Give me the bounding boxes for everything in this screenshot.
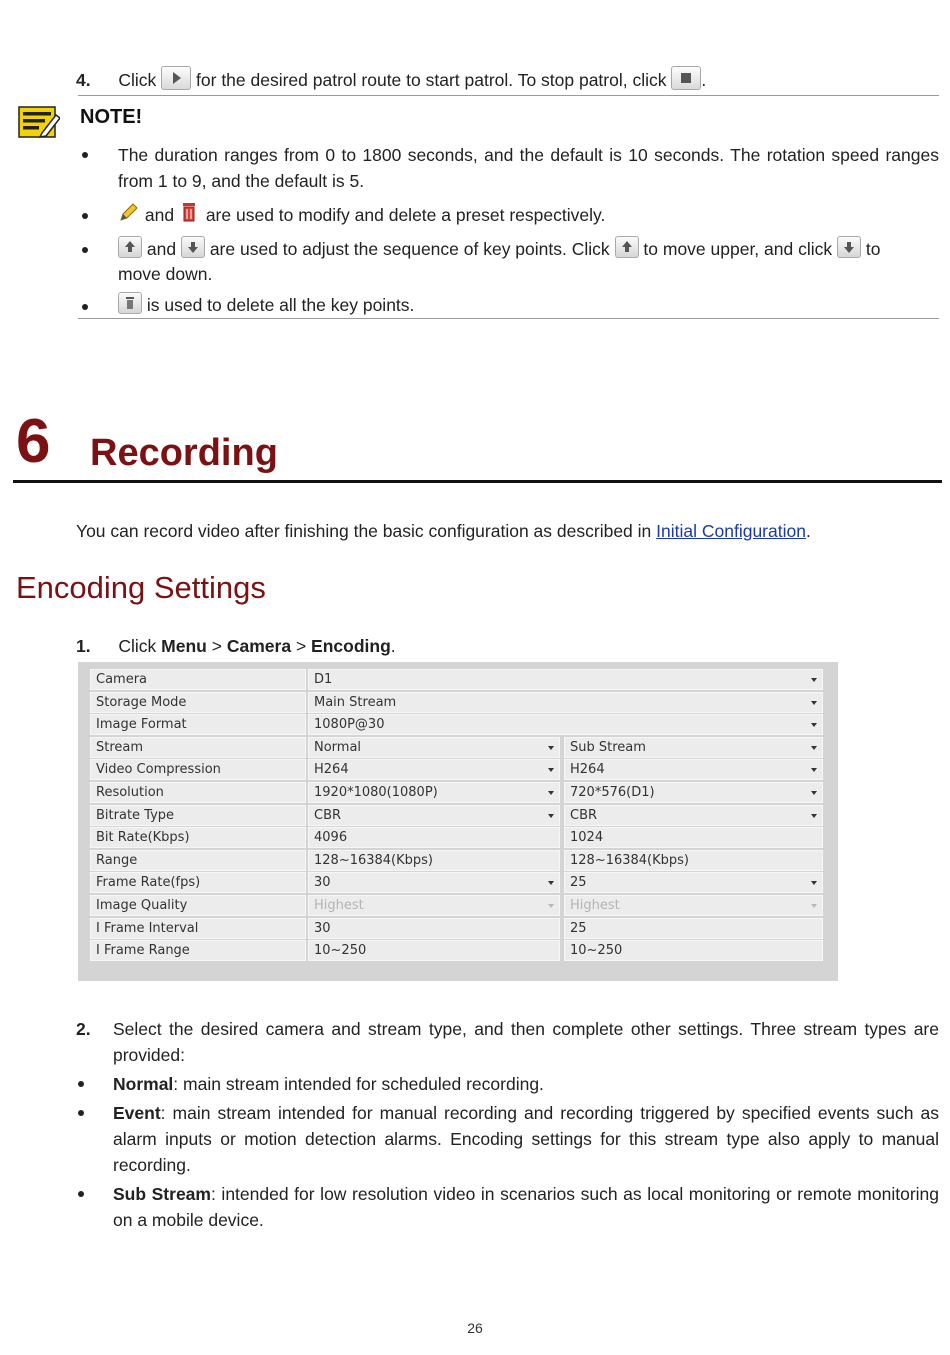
field-value: 128~16384(Kbps) [314,852,434,868]
dropdown-caret-icon [548,768,554,772]
step-4: 4. Click for the desired patrol route to start patrol. To stop patrol, click . [76,66,946,93]
dropdown-field[interactable] [308,805,560,826]
settings-row [90,669,823,690]
field-value: Main Stream [314,694,397,710]
bullet [78,1110,84,1116]
note-bullet-3: and are used to adjust the sequence of key points. Click to move upper, and click to [118,236,939,262]
settings-row [90,737,823,758]
stop-button-icon [671,66,701,90]
settings-row [90,850,823,871]
field-value: Sub Stream [570,739,646,755]
settings-row [90,805,823,826]
dropdown-caret-icon [811,814,817,818]
dropdown-field[interactable] [308,759,560,780]
dropdown-caret-icon [811,678,817,682]
note-top-rule [78,95,939,96]
trash-icon [179,201,201,230]
note-bullet-4: is used to delete all the key points. [118,292,939,318]
step-number: 1. [76,636,91,656]
dropdown-caret-icon [811,723,817,727]
note-bullet-3-cont: move down. [118,264,213,284]
settings-row [90,827,823,848]
chapter-rule [13,480,942,483]
field-value: 1024 [570,830,604,846]
step-1: 1. Click Menu > Camera > Encoding. [76,636,396,656]
field-label: Image Quality [90,895,306,916]
dropdown-caret-icon [548,904,554,908]
field-label: Image Format [90,714,306,735]
settings-row [90,714,823,735]
field-value: 4096 [314,830,348,846]
dropdown-caret-icon [548,746,554,750]
settings-row [90,692,823,713]
dropdown-field[interactable] [308,692,823,713]
field-label: Video Compression [90,759,306,780]
field-label: Frame Rate(fps) [90,872,306,893]
bullet [78,1191,84,1197]
dropdown-field[interactable] [564,872,823,893]
menu-path-encoding: Encoding [311,636,391,656]
delete-all-icon [118,292,142,314]
dropdown-field[interactable] [308,872,560,893]
note-icon [18,106,60,145]
field-label: I Frame Interval [90,918,306,939]
stream-type-normal: Normal: main stream intended for scheduled recording. [113,1074,544,1094]
field-label: Stream [90,737,306,758]
arrow-down-icon [837,236,861,258]
dropdown-field[interactable] [564,737,823,758]
settings-row [90,918,823,939]
step-text: for the desired patrol route to start patrol. To stop patrol, click [196,70,667,90]
settings-row [90,872,823,893]
field-value: 720*576(D1) [570,785,655,800]
dropdown-caret-icon [548,881,554,885]
settings-row [90,782,823,803]
value-field[interactable] [564,827,823,848]
field-value: 30 [314,920,331,936]
dropdown-field [564,895,823,916]
field-value: D1 [314,672,333,687]
field-label: Storage Mode [90,692,306,713]
dropdown-field[interactable] [308,782,560,803]
encoding-settings-panel [78,662,838,981]
dropdown-caret-icon [811,881,817,885]
note-bullet-1: The duration ranges from 0 to 1800 seconds, and the default is 10 seconds. The rotation speed ranges from 1 to 9, and the default is 5. [118,145,939,191]
chapter-number: 6 [16,407,51,476]
value-field[interactable] [564,940,823,961]
value-field[interactable] [564,918,823,939]
field-label: Camera [90,669,306,690]
intro-paragraph: You can record video after finishing the basic configuration as described in Initial Configuration. [76,521,811,541]
note-bottom-rule [78,318,939,319]
arrow-up-icon [615,236,639,258]
dropdown-field[interactable] [308,669,823,690]
play-button-icon [161,66,191,90]
dropdown-caret-icon [548,814,554,818]
settings-row [90,759,823,780]
field-value: H264 [570,762,605,778]
field-value: 10~250 [314,943,367,959]
value-field[interactable] [308,918,560,939]
menu-path-menu: Menu [161,636,207,656]
field-value: Highest [314,898,364,913]
dropdown-caret-icon [811,904,817,908]
field-label: Bit Rate(Kbps) [90,827,306,848]
field-label: Range [90,850,306,871]
dropdown-caret-icon [811,746,817,750]
bullet [78,1081,84,1087]
note-bullet-2: and are used to modify and delete a preset respectively. [118,201,939,230]
field-value: 10~250 [570,943,623,959]
field-value: 128~16384(Kbps) [570,852,690,868]
dropdown-caret-icon [548,791,554,795]
initial-configuration-link[interactable]: Initial Configuration [656,521,806,541]
menu-path-camera: Camera [226,636,292,656]
section-title: Encoding Settings [16,570,266,605]
value-field[interactable] [308,827,560,848]
value-field[interactable] [564,850,823,871]
settings-row [90,895,823,916]
bullet [82,152,88,158]
step-text: Click [118,70,157,90]
dropdown-caret-icon [811,701,817,705]
field-label: I Frame Range [90,940,306,961]
arrow-down-icon [181,236,205,258]
field-label: Bitrate Type [90,805,306,826]
dropdown-field [308,895,560,916]
note-title: NOTE! [80,106,143,128]
field-value: Normal [314,739,362,755]
field-value: 1080P@30 [314,717,385,733]
field-value: 30 [314,875,331,891]
page-number: 26 [467,1320,483,1336]
settings-row [90,940,823,961]
field-label: Resolution [90,782,306,803]
field-value: H264 [314,762,349,778]
dropdown-caret-icon [811,768,817,772]
field-value: 1920*1080(1080P) [314,785,438,800]
dropdown-caret-icon [811,791,817,795]
bullet [82,247,88,253]
pencil-icon [118,203,140,230]
field-value: CBR [314,807,342,823]
dropdown-field[interactable] [564,782,823,803]
value-field[interactable] [308,850,560,871]
dropdown-field[interactable] [564,759,823,780]
value-field[interactable] [308,940,560,961]
field-value: 25 [570,920,587,936]
field-value: CBR [570,807,598,823]
dropdown-field[interactable] [564,805,823,826]
bullet [82,213,88,219]
stream-type-sub: Sub Stream: intended for low resolution video in scenarios such as local monitoring or remote monitoring on a mobile device. [113,1184,940,1230]
step-2-text: Select the desired camera and stream type, and then complete other settings. Three stream types are provided: [113,1019,939,1065]
chapter-title: Recording [90,432,278,474]
arrow-up-icon [118,236,142,258]
stream-type-event: Event: main stream intended for manual recording and recording triggered by specified events such as alarm inputs or motion detection alarms. Encoding settings for this stream type also apply to manual recording. [113,1103,939,1175]
step-number: 4. [76,70,91,90]
field-value: 25 [570,875,587,891]
field-value: Highest [570,898,620,913]
dropdown-field[interactable] [308,714,823,735]
step-number: 2. [76,1019,91,1039]
dropdown-field[interactable] [308,737,560,758]
bullet [82,304,88,310]
